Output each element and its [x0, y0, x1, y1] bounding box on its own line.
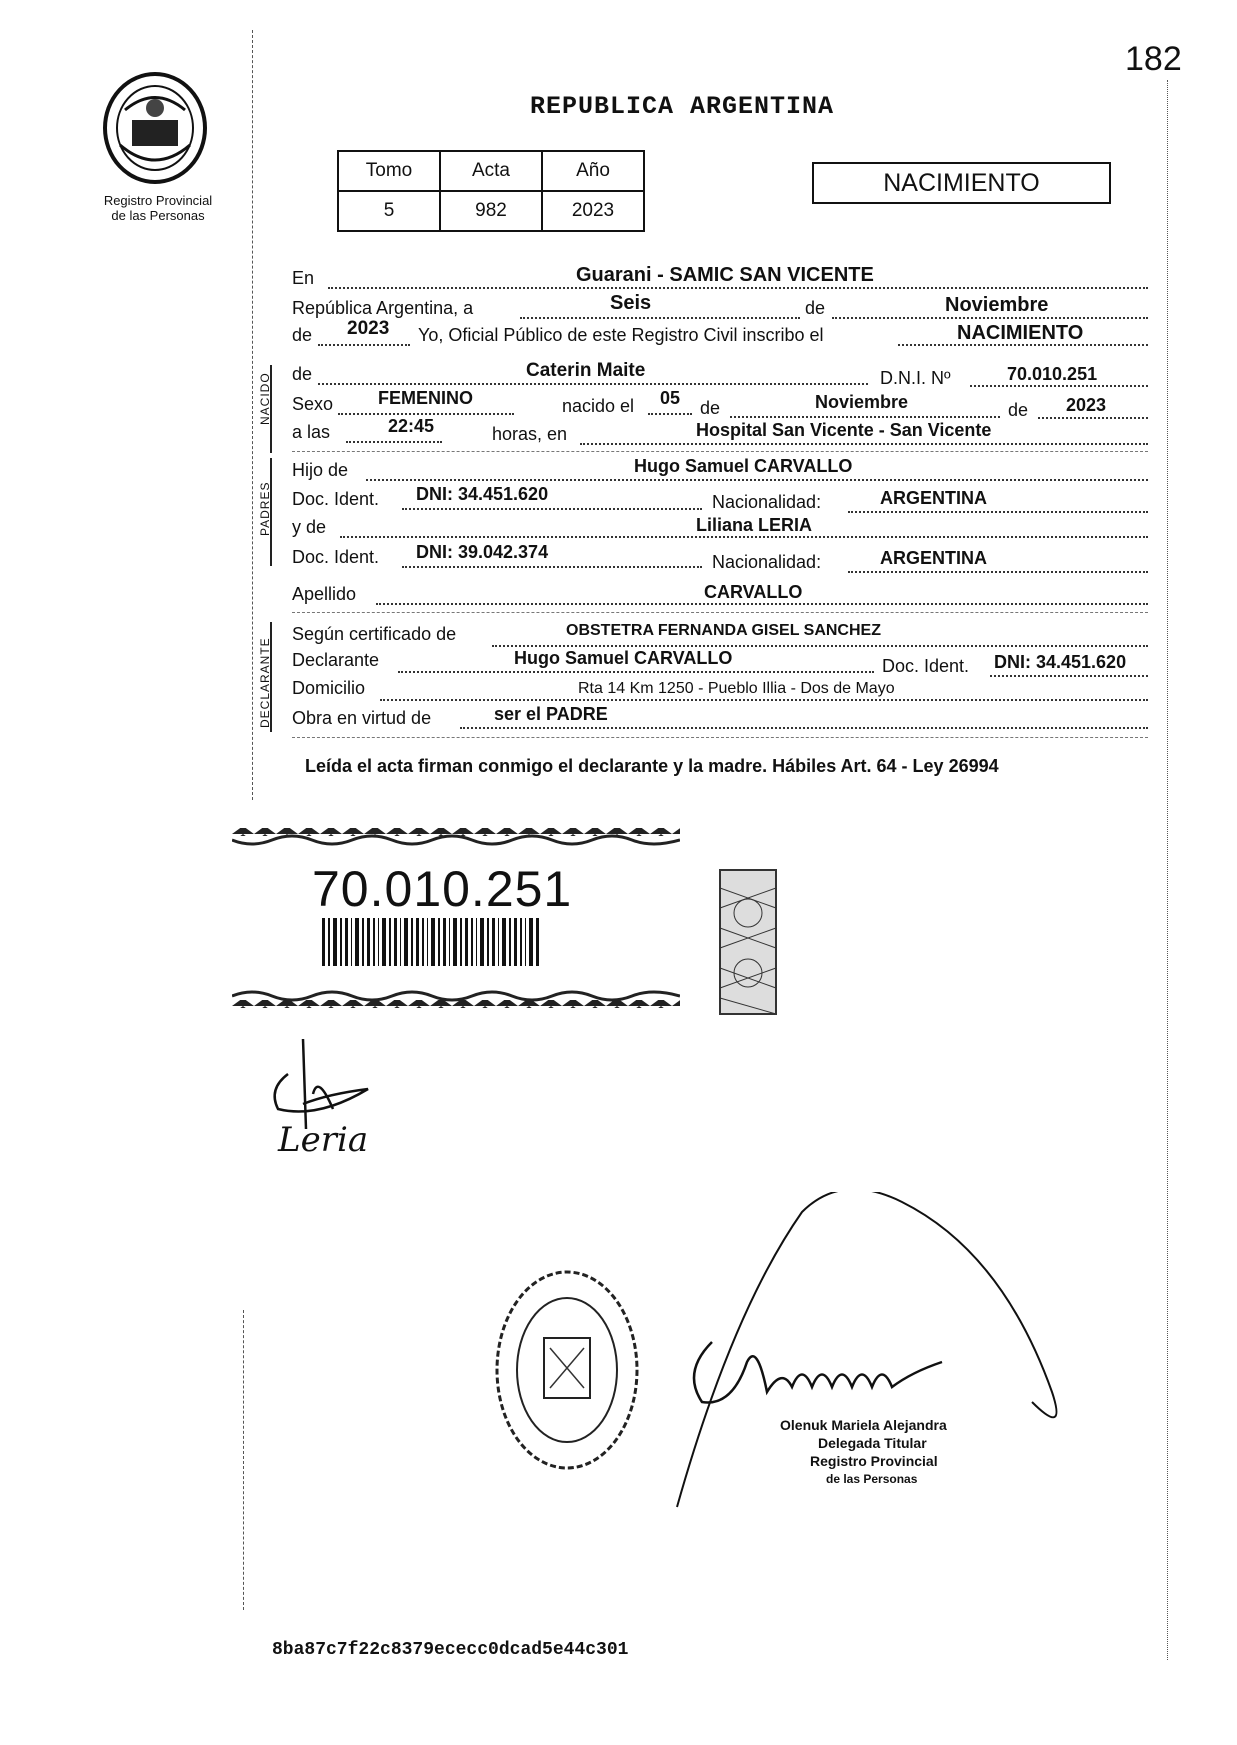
value-nac-anio: 2023	[1066, 395, 1107, 415]
mother-signature: Leria	[278, 1120, 369, 1160]
value-obra: ser el PADRE	[494, 704, 608, 724]
label-nacionalidad2: Nacionalidad:	[712, 552, 822, 572]
dotted-line	[460, 727, 1148, 729]
record-table-header-row	[338, 151, 644, 191]
value-lugar: Guarani - SAMIC SAN VICENTE	[576, 264, 874, 286]
value-domicilio: Rta 14 Km 1250 - Pueblo Illia - Dos de Mayo	[578, 680, 895, 697]
logo-caption-line2: de las Personas	[111, 208, 205, 223]
value-anio: 2023	[347, 318, 390, 339]
label-y-de: y de	[292, 517, 327, 537]
label-hijo-de: Hijo de	[292, 460, 349, 480]
table-header-cell: Acta	[440, 151, 542, 191]
security-band-bottom	[232, 990, 680, 1010]
dotted-line	[648, 413, 692, 415]
margin-rule-lower	[243, 1310, 244, 1610]
table-cell-acta: 982	[440, 191, 542, 231]
dotted-line	[990, 675, 1148, 677]
section-bracket-declarante	[270, 622, 272, 732]
dotted-line	[398, 671, 874, 673]
label-doc-ident2: Doc. Ident.	[292, 547, 380, 567]
dotted-line	[848, 511, 1148, 513]
value-dni: 70.010.251	[1007, 364, 1098, 384]
side-label-padres: PADRES	[258, 481, 272, 536]
dotted-line	[340, 536, 1148, 538]
dotted-line	[730, 416, 1000, 418]
label-de2: de	[292, 325, 313, 345]
label-de3: de	[700, 398, 721, 418]
value-hora: 22:45	[388, 416, 435, 436]
logo-caption-line1: Registro Provincial	[103, 193, 213, 208]
value-lugar-nacimiento: Hospital San Vicente - San Vicente	[696, 420, 992, 440]
table-cell-anio: 2023	[542, 191, 644, 231]
dotted-line	[492, 645, 1148, 647]
label-en: En	[292, 268, 315, 288]
dotted-line	[580, 443, 1148, 445]
dotted-line	[328, 287, 1148, 289]
dotted-line	[366, 479, 1148, 481]
section-divider	[292, 612, 1148, 613]
section-bracket-nacido	[270, 365, 272, 453]
dotted-line	[520, 317, 800, 319]
value-certificado: OBSTETRA FERNANDA GISEL SANCHEZ	[566, 622, 881, 639]
value-madre-doc: DNI: 39.042.374	[416, 542, 549, 562]
label-segun: Según certificado de	[292, 624, 457, 644]
label-nacido-el: nacido el	[562, 396, 635, 416]
label-doc-ident: Doc. Ident.	[292, 489, 380, 509]
dotted-line	[832, 317, 1148, 319]
record-type-box: NACIMIENTO	[812, 162, 1111, 204]
value-declarante: Hugo Samuel CARVALLO	[514, 648, 733, 668]
provincial-seal-logo	[100, 70, 210, 185]
label-de: de	[805, 298, 826, 318]
barcode	[322, 918, 540, 966]
margin-rule	[252, 30, 253, 800]
logo-caption	[88, 193, 228, 223]
label-dni: D.N.I. Nº	[880, 368, 951, 388]
label-de4: de	[1008, 400, 1029, 420]
official-role: Delegada Titular	[818, 1435, 927, 1451]
value-padre-doc: DNI: 34.451.620	[416, 484, 549, 504]
dotted-line	[376, 603, 1148, 605]
value-inscripcion: NACIMIENTO	[957, 322, 1084, 344]
table-cell-tomo: 5	[338, 191, 440, 231]
side-label-declarante: DECLARANTE	[258, 637, 272, 728]
value-nac-dia: 05	[660, 388, 681, 408]
label-a-las: a las	[292, 422, 331, 442]
page-number: 182	[1125, 40, 1182, 78]
value-padre-nac: ARGENTINA	[880, 488, 987, 508]
value-apellido: CARVALLO	[704, 582, 803, 602]
label-obra: Obra en virtud de	[292, 708, 432, 728]
dotted-line	[318, 383, 868, 385]
label-republica: República Argentina, a	[292, 298, 474, 318]
dotted-line	[380, 699, 1148, 701]
value-nombre: Caterin Maite	[526, 360, 646, 381]
value-padre: Hugo Samuel CARVALLO	[634, 456, 853, 476]
dotted-line	[402, 566, 702, 568]
dotted-line	[346, 441, 442, 443]
label-sexo: Sexo	[292, 394, 334, 414]
dotted-line	[318, 344, 410, 346]
section-divider	[292, 451, 1148, 452]
value-madre: Liliana LERIA	[696, 515, 813, 535]
record-table-value-row	[338, 191, 644, 231]
label-doc-ident3: Doc. Ident.	[882, 656, 970, 676]
dotted-line	[338, 413, 514, 415]
dotted-line	[1038, 417, 1148, 419]
official-office-2: de las Personas	[826, 1472, 918, 1486]
label-yo-oficial: Yo, Oficial Público de este Registro Civil inscribo el	[418, 325, 824, 345]
label-domicilio: Domicilio	[292, 678, 366, 698]
official-round-seal	[492, 1268, 642, 1473]
value-mes: Noviembre	[945, 294, 1049, 316]
dotted-line	[970, 385, 1148, 387]
value-sexo: FEMENINO	[378, 388, 474, 408]
right-margin-rule	[1167, 80, 1168, 1660]
label-apellido: Apellido	[292, 584, 357, 604]
official-name: Olenuk Mariela Alejandra	[780, 1417, 947, 1433]
section-bracket-padres	[270, 458, 272, 566]
value-declarante-doc: DNI: 34.451.620	[994, 652, 1127, 672]
declarant-signature	[258, 1034, 378, 1184]
closing-statement: Leída el acta firman conmigo el declarante y la madre. Hábiles Art. 64 - Ley 26994	[305, 756, 999, 776]
section-divider	[292, 737, 1148, 738]
record-table	[337, 150, 645, 232]
dotted-line	[848, 571, 1148, 573]
label-horas-en: horas, en	[492, 424, 568, 444]
security-hologram	[718, 868, 778, 1016]
official-stamp	[780, 1416, 947, 1488]
value-nac-mes: Noviembre	[815, 392, 909, 412]
barcode-number: 70.010.251	[312, 861, 573, 917]
official-office: Registro Provincial	[810, 1453, 938, 1469]
value-madre-nac: ARGENTINA	[880, 548, 987, 568]
label-declarante: Declarante	[292, 650, 380, 670]
document-hash: 8ba87c7f22c8379ececc0dcad5e44c301	[272, 1640, 629, 1660]
label-nacionalidad: Nacionalidad:	[712, 492, 822, 512]
document-title: REPUBLICA ARGENTINA	[530, 92, 835, 121]
value-dia-letras: Seis	[610, 292, 652, 314]
label-de-nacido: de	[292, 364, 313, 384]
security-band-top	[232, 826, 680, 846]
table-header-cell: Año	[542, 151, 644, 191]
dotted-line	[402, 508, 702, 510]
side-label-nacido: NACIDO	[258, 372, 272, 425]
table-header-cell: Tomo	[338, 151, 440, 191]
